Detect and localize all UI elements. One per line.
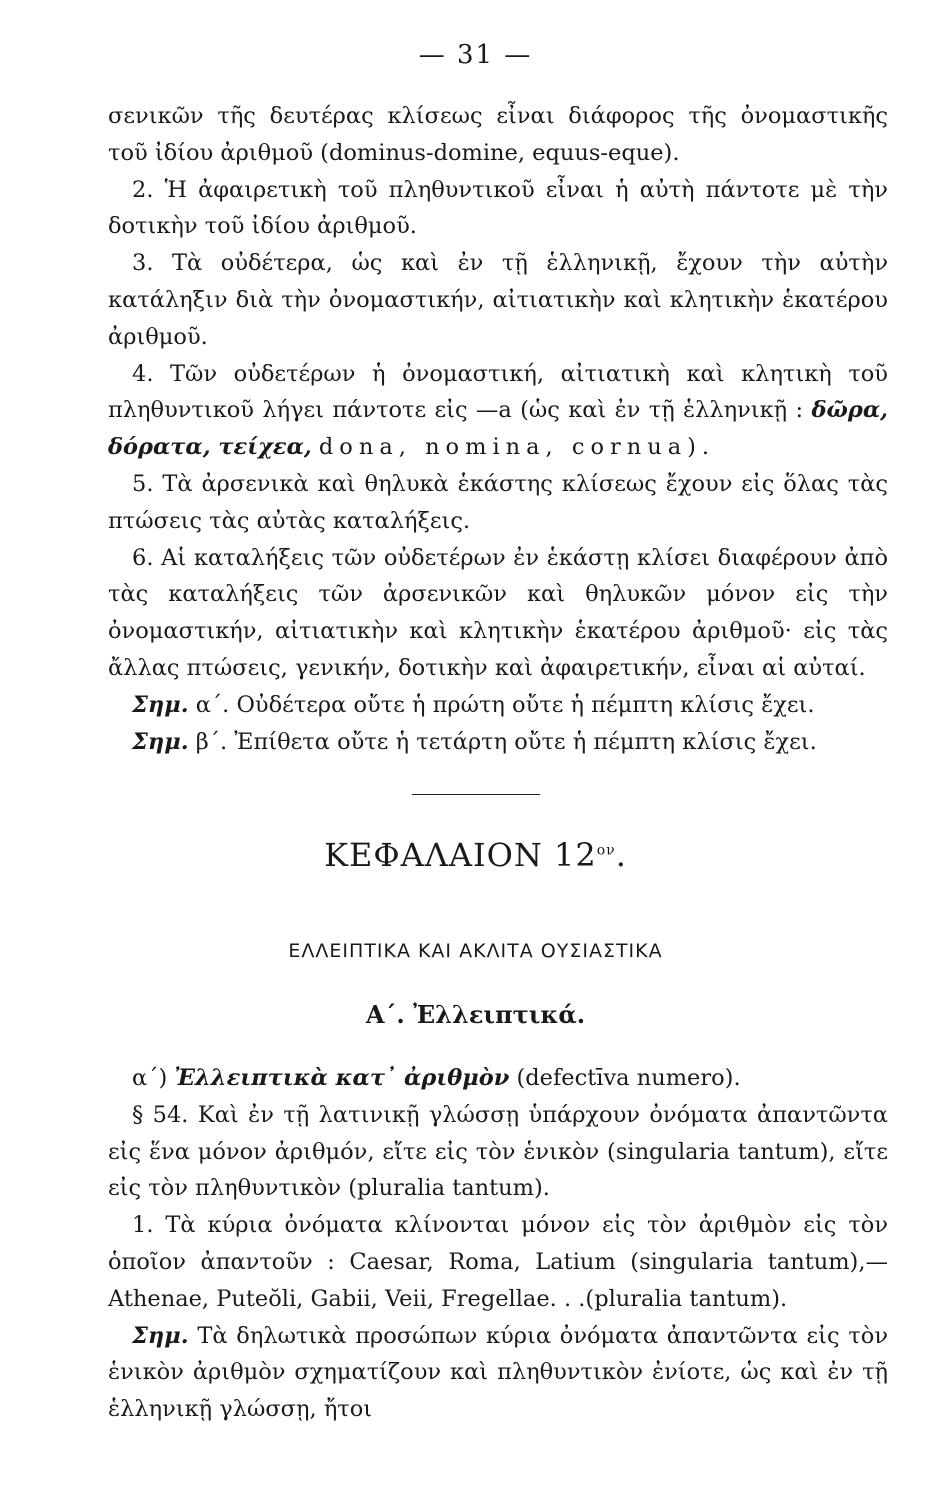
latin-examples: dona, nomina, cornua). [318, 434, 716, 461]
final-note [108, 1318, 888, 1428]
note-label: Σημ. [132, 1322, 189, 1349]
paragraph-4 [108, 356, 888, 466]
bottom-text-block [108, 1060, 888, 1428]
chapter-title [0, 836, 951, 874]
note-label: Σημ. [132, 691, 189, 718]
note-text: Τὰ δηλωτικὰ προσώπων κύρια ὀνόματα ἀπαντῶντα εἰς τὸν ἑνικὸν ἀριθμὸν σχηματίζουν καὶ πληθυντικὸν ἐνίοτε, ὡς καὶ ἐν τῇ ἑλληνικῇ γλώσσῃ, ἤτοι [108, 1322, 888, 1423]
paragraph-54-1: 1. Τὰ κύρια ὀνόματα κλίνονται μόνον εἰς τὸν ἀριθμὸν εἰς τὸν ὁποῖον ἀπαντοῦν : Caesar, Roma, Latium (singularia tantum),—Athenae, Puteŏli, Gabii, Veii, Fregellae. . .(pluralia tantum). [108, 1212, 888, 1312]
paragraph-54: § 54. Καὶ ἐν τῇ λατινικῇ γλώσσῃ ὑπάρχουν ὀνόματα ἀπαντῶντα εἰς ἕνα μόνον ἀριθμόν, εἴτε εἰς τὸν ἑνικὸν (singularia tantum), εἴτε εἰς τὸν πληθυντικὸν (pluralia tantum). [108, 1101, 888, 1202]
subsection-latin: (defectīva numero). [516, 1065, 741, 1091]
chapter-title-superscript: ον [596, 842, 616, 859]
paragraph-5: 5. Τὰ ἀρσενικὰ καὶ θηλυκὰ ἑκάστης κλίσεως ἔχουν εἰς ὅλας τὰς πτώσεις τὰς αὐτὰς καταλήξεις. [108, 470, 888, 534]
paragraph-2: 2. Ἡ ἀφαιρετικὴ τοῦ πληθυντικοῦ εἶναι ἡ αὐτὴ πάντοτε μὲ τὴν δοτικὴν τοῦ ἰδίου ἀριθμοῦ. [108, 176, 888, 240]
note-alpha [108, 687, 888, 724]
note-label: Σημ. [132, 728, 189, 755]
section-divider [412, 794, 540, 795]
top-text-block [108, 98, 888, 760]
paragraph-6: 6. Αἱ καταλήξεις τῶν οὐδετέρων ἐν ἑκάστῃ κλίσει διαφέρουν ἀπὸ τὰς καταλήξεις τῶν ἀρσενικῶν καὶ θηλυκῶν μόνον εἰς τὴν ὀνομαστικήν, αἰτιατικὴν καὶ κλητικὴν ἑκατέρου ἀριθμοῦ· εἰς τὰς ἄλλας πτώσεις, γενικήν, δοτικὴν καὶ ἀφαιρετικήν, εἶναι αἱ αὐταί. [108, 544, 888, 681]
subheading: Α΄. Ἐλλειπτικά. [365, 1000, 586, 1029]
page-number: — 31 — [418, 40, 533, 70]
note-beta [108, 724, 888, 761]
greek-examples: δῶρα, δόρατα, τείχεα, [108, 397, 889, 461]
paragraph-3: 3. Τὰ οὐδέτερα, ὡς καὶ ἐν τῇ ἑλληνικῇ, ἔχουν τὴν αὐτὴν κατάληξιν διὰ τὴν ὀνομαστικήν, αἰτιατικὴν καὶ κλητικὴν ἑκατέρου ἀριθμοῦ. [108, 250, 888, 350]
paragraph-4-text: 4. Τῶν οὐδετέρων ἡ ὀνομαστική, αἰτιατικὴ καὶ κλητικὴ τοῦ πληθυντικοῦ λήγει πάντοτε εἰς —a (ὡς καὶ ἐν τῇ ἑλληνικῇ : [108, 360, 888, 424]
chapter-title-text: ΚΕΦΑΛΑΙΟΝ 12 [324, 836, 597, 874]
chapter-title-end: . [615, 836, 627, 874]
subsection-a [108, 1060, 888, 1097]
note-text: β΄. Ἐπίθετα οὔτε ἡ τετάρτη οὔτε ἡ πέμπτη κλίσις ἔχει. [195, 728, 817, 755]
note-text: α΄. Οὐδέτερα οὔτε ἡ πρώτη οὔτε ἡ πέμπτη κλίσις ἔχει. [195, 691, 815, 718]
subsection-greek: Ἐλλειπτικὰ κατ᾽ ἀριθμὸν [174, 1065, 510, 1091]
paragraph-continuation: σενικῶν τῆς δευτέρας κλίσεως εἶναι διάφορος τῆς ὀνομαστικῆς τοῦ ἰδίου ἀριθμοῦ (dominus-domine, equus-eque). [108, 103, 888, 166]
subsection-prefix: α΄) [132, 1065, 168, 1091]
section-heading: ΕΛΛΕΙΠΤΙΚΑ ΚΑΙ ΑΚΛΙΤΑ ΟΥΣΙΑΣΤΙΚΑ [288, 940, 663, 962]
